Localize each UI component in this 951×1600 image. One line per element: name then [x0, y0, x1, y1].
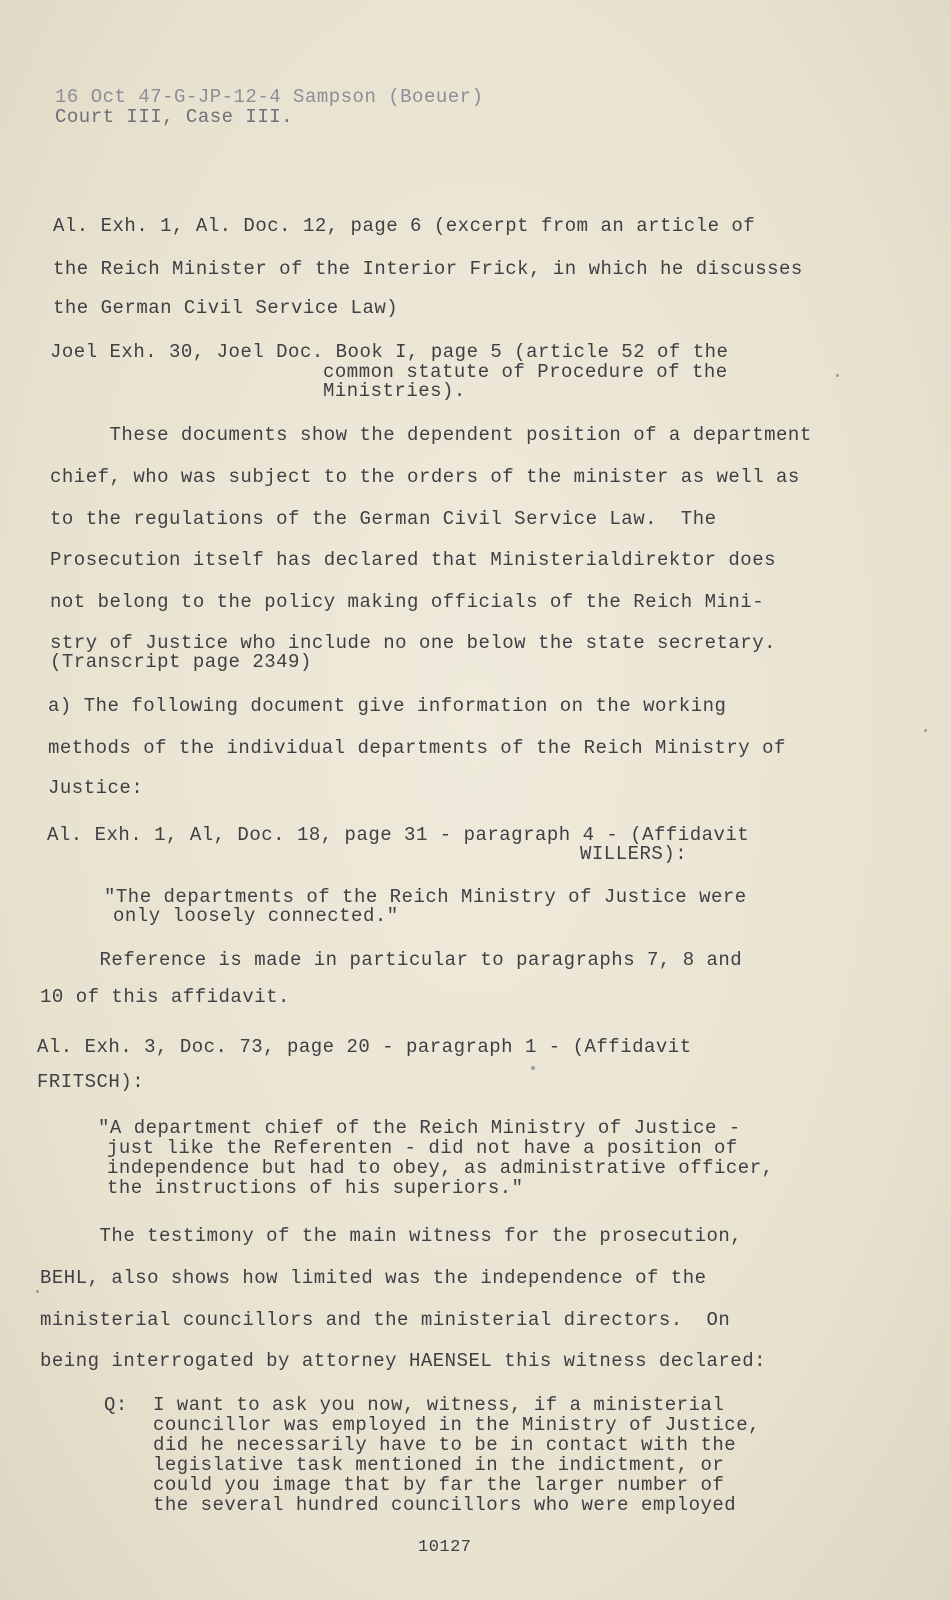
exhibit-line: Al. Exh. 3, Doc. 73, page 20 - paragraph 1 - (Affidavit — [37, 1036, 692, 1058]
body-line: to the regulations of the German Civil Service Law. The — [50, 508, 717, 530]
quote-line: "The departments of the Reich Ministry of Justice were — [104, 886, 747, 908]
quote-line: independence but had to obey, as administrative officer, — [107, 1157, 774, 1179]
exhibit-line: Ministries). — [323, 380, 466, 402]
scan-speck — [36, 1290, 39, 1293]
exhibit-line: Al. Exh. 1, Al, Doc. 18, page 31 - paragraph 4 - (Affidavit — [47, 824, 750, 846]
exhibit-line: WILLERS): — [580, 843, 688, 865]
body-line: These documents show the dependent position of a department — [50, 424, 812, 446]
quote-line: just like the Referenten - did not have a position of — [107, 1137, 738, 1159]
body-line: being interrogated by attorney HAENSEL this witness declared: — [40, 1350, 767, 1372]
exhibit-line: the Reich Minister of the Interior Frick, in which he discusses — [53, 258, 803, 280]
scan-speck — [836, 374, 839, 377]
body-line: methods of the individual departments of the Reich Ministry of — [48, 737, 786, 759]
body-line: 10 of this affidavit. — [40, 986, 290, 1008]
exhibit-line: FRITSCH): — [37, 1071, 145, 1093]
body-line: not belong to the policy making officials of the Reich Mini- — [50, 591, 765, 613]
body-line: Justice: — [48, 777, 144, 799]
page-number: 10127 — [418, 1538, 472, 1557]
exhibit-line: common statute of Procedure of the — [323, 361, 728, 383]
transcript-line: legislative task mentioned in the indictment, or — [153, 1454, 725, 1476]
body-line: BEHL, also shows how limited was the independence of the — [40, 1267, 707, 1289]
body-line: (Transcript page 2349) — [50, 651, 312, 673]
transcript-line: did he necessarily have to be in contact with the — [153, 1434, 737, 1456]
transcript-line: could you image that by far the larger number of — [153, 1474, 725, 1496]
exhibit-line: Al. Exh. 1, Al. Doc. 12, page 6 (excerpt from an article of — [53, 215, 756, 237]
quote-line: the instructions of his superiors." — [107, 1177, 524, 1199]
body-line: chief, who was subject to the orders of the minister as well as — [50, 466, 800, 488]
scan-speck — [531, 1066, 535, 1070]
exhibit-line: the German Civil Service Law) — [53, 297, 399, 319]
transcript-line: councillor was employed in the Ministry of Justice, — [153, 1414, 760, 1436]
quote-line: only loosely connected." — [113, 905, 399, 927]
body-line: stry of Justice who include no one below the state secretary. — [50, 632, 777, 654]
question-label: Q: — [104, 1394, 128, 1416]
transcript-line: the several hundred councillors who were employed — [153, 1494, 737, 1516]
body-line: Reference is made in particular to paragraphs 7, 8 and — [40, 949, 743, 971]
transcript-line: I want to ask you now, witness, if a ministerial — [153, 1394, 725, 1416]
body-line: Prosecution itself has declared that Ministerialdirektor does — [50, 549, 777, 571]
body-line: a) The following document give information on the working — [48, 695, 727, 717]
body-line: The testimony of the main witness for the prosecution, — [40, 1225, 743, 1247]
exhibit-line: Joel Exh. 30, Joel Doc. Book I, page 5 (article 52 of the — [50, 341, 729, 363]
header-reference: 16 Oct 47-G-JP-12-4 Sampson (Boeuer) — [55, 86, 484, 108]
scan-speck — [924, 729, 927, 732]
quote-line: "A department chief of the Reich Ministry of Justice - — [98, 1117, 741, 1139]
header-court: Court III, Case III. — [55, 106, 294, 128]
body-line: ministerial councillors and the ministerial directors. On — [40, 1309, 731, 1331]
